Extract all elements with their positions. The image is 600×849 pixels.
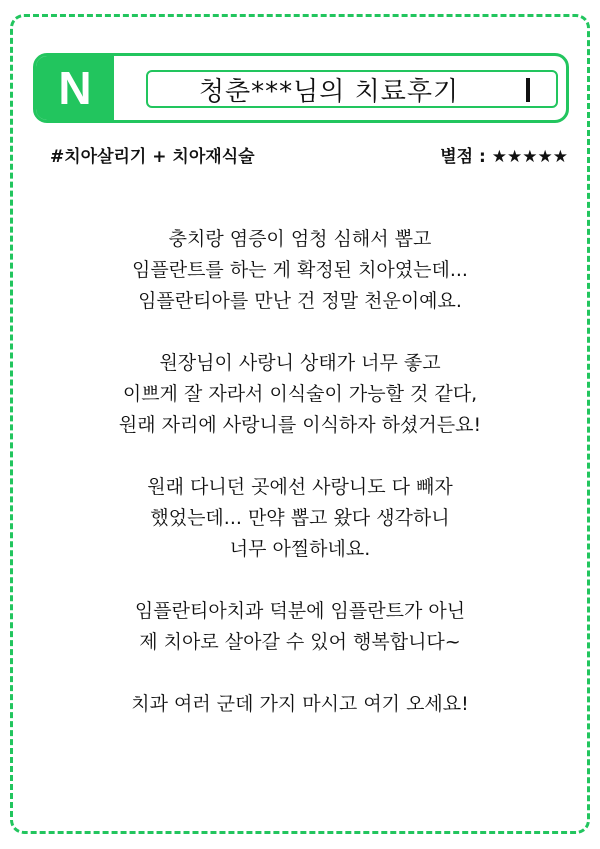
logo-letter: N xyxy=(58,62,92,114)
review-line: 원래 다니던 곳에선 사랑니도 다 빼자 xyxy=(147,476,453,498)
review-paragraph xyxy=(40,348,560,441)
review-line: 임플란트를 하는 게 확정된 치아였는데... xyxy=(132,259,468,281)
review-line: 치과 여러 군데 가지 마시고 여기 오세요! xyxy=(131,693,469,715)
review-line: 너무 아찔하네요. xyxy=(229,538,371,560)
naver-logo xyxy=(36,56,114,120)
review-line: 충치랑 염증이 엄청 심해서 뽑고 xyxy=(168,228,432,250)
review-line: 이쁘게 잘 자라서 이식술이 가능할 것 같다, xyxy=(122,383,478,405)
review-line: 원래 자리에 사랑니를 이식하자 하셨거든요! xyxy=(118,414,482,436)
rating xyxy=(440,142,568,167)
rating-stars: ★★★★★ xyxy=(491,147,568,167)
review-line: 했었는데... 만약 뽑고 왔다 생각하니 xyxy=(150,507,450,529)
review-line: 임플란티아치과 덕분에 임플란트가 아닌 xyxy=(134,600,466,622)
review-body xyxy=(40,224,560,751)
review-line: 원장님이 사랑니 상태가 너무 좋고 xyxy=(159,352,441,374)
rating-label: 별점 : xyxy=(440,147,486,167)
search-query: 청춘***님의 치료후기 xyxy=(198,76,460,107)
search-bar[interactable] xyxy=(33,53,569,123)
review-paragraph xyxy=(40,224,560,317)
text-cursor-icon xyxy=(526,78,530,102)
review-line: 제 치아로 살아갈 수 있어 행복합니다~ xyxy=(139,631,461,653)
review-paragraph xyxy=(40,596,560,658)
review-paragraph xyxy=(40,472,560,565)
search-input[interactable] xyxy=(146,70,558,108)
hashtag-label: #치아살리기 + 치아재식술 xyxy=(50,147,255,167)
review-paragraph xyxy=(40,689,560,720)
review-line: 임플란티아를 만난 건 정말 천운이예요. xyxy=(138,290,462,312)
